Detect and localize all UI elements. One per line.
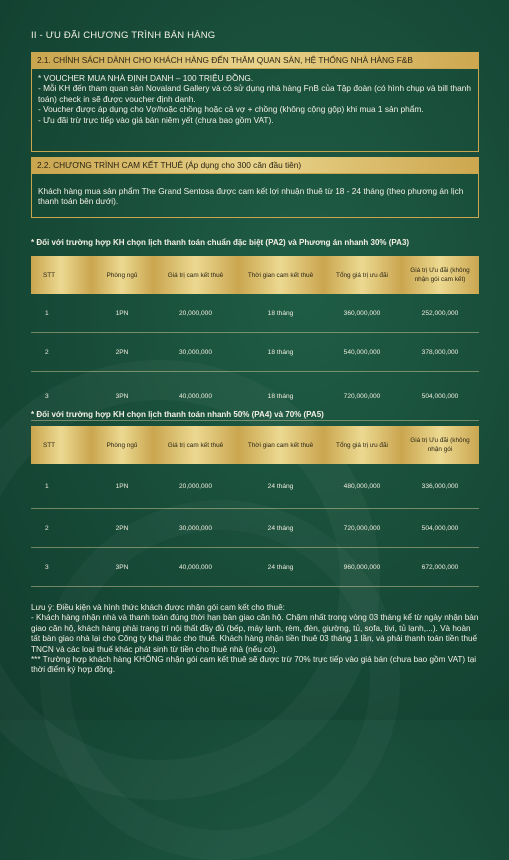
table-cell: 3 bbox=[31, 548, 91, 587]
column-header: STT bbox=[31, 426, 91, 464]
note-line: Lưu ý: Điều kiện và hình thức khách được nhận gói cam kết cho thuê: bbox=[31, 603, 285, 612]
policy-line: - Ưu đãi trừ trực tiếp vào giá bán niêm yết (chưa bao gồm VAT). bbox=[38, 114, 274, 125]
column-header: Phòng ngủ bbox=[91, 426, 153, 464]
table-cell: 24 tháng bbox=[238, 548, 323, 587]
table-cell: 1PN bbox=[91, 294, 153, 333]
table-cell: 2PN bbox=[91, 509, 153, 548]
table-cell: 20,000,000 bbox=[153, 294, 238, 333]
table-cell: 20,000,000 bbox=[153, 464, 238, 509]
column-header: Giá trị cam kết thuê bbox=[153, 426, 238, 464]
table-cell: 336,000,000 bbox=[401, 464, 479, 509]
note-line: - Khách hàng nhận nhà và thanh toán đúng thời hạn bàn giao căn hộ. Chậm nhất trong vòng 03 tháng kể từ ngày nhận bàn giao căn hộ, khách hàng phải trang trí nội thất đầy đủ (bếp, máy lạnh, rèm, đèn, giường, tủ, sofa, tivi, tủ lạnh,...). Và hoàn tất bàn giao nhà lại cho Công ty khai thác cho thuê. Khách hàng nhận tiền thuê 03 tháng 1 lần, và phải thanh toán tiền thuế TNCN và các loại thuế khác phát sinh từ tiền cho thuê nhà (nếu có). bbox=[31, 613, 479, 654]
note-line: *** Trường hợp khách hàng KHÔNG nhận gói cam kết thuê sẽ được trừ 70% trực tiếp vào giá bán (chưa bao gồm VAT) tại thời điểm ký hợp đồng. bbox=[31, 655, 477, 675]
table-cell: 378,000,000 bbox=[401, 333, 479, 372]
table-cell: 504,000,000 bbox=[401, 509, 479, 548]
table-cell: 24 tháng bbox=[238, 464, 323, 509]
table-cell: 3 bbox=[31, 372, 91, 421]
policy-line: * VOUCHER MUA NHÀ ĐỊNH DANH – 100 TRIỆU ĐỒNG. bbox=[38, 73, 254, 83]
table-caption-pa4-pa5: * Đối với trường hợp KH chọn lịch thanh toán nhanh 50% (PA4) và 70% (PA5) bbox=[31, 410, 324, 419]
notes-block bbox=[31, 603, 481, 676]
table-row bbox=[31, 464, 479, 509]
table-header-row bbox=[31, 256, 479, 294]
column-header: Giá trị cam kết thuê bbox=[153, 256, 238, 294]
table-cell: 720,000,000 bbox=[323, 372, 401, 421]
table-cell: 18 tháng bbox=[238, 294, 323, 333]
table-cell: 540,000,000 bbox=[323, 333, 401, 372]
pricing-table-pa2-pa3 bbox=[31, 256, 479, 421]
table-cell: 30,000,000 bbox=[153, 509, 238, 548]
column-header: Tổng giá trị ưu đãi bbox=[323, 256, 401, 294]
table-cell: 24 tháng bbox=[238, 509, 323, 548]
rental-commitment-text: Khách hàng mua sản phẩm The Grand Sentosa được cam kết lợi nhuận thuê từ 18 - 24 tháng (theo phương án lịch thanh toán bên dưới). bbox=[38, 186, 464, 207]
table-row bbox=[31, 333, 479, 372]
table-cell: 1 bbox=[31, 294, 91, 333]
policy-line: - Voucher được áp dụng cho Vợ/hoặc chồng hoặc cả vợ + chồng (không cộng gộp) khi mua 1 sản phẩm. bbox=[38, 104, 424, 115]
section-body-visit-policy bbox=[31, 68, 479, 152]
table-cell: 1PN bbox=[91, 464, 153, 509]
table-cell: 2 bbox=[31, 333, 91, 372]
section-header-rental-commitment: 2.2. CHƯƠNG TRÌNH CAM KẾT THUÊ (Áp dụng cho 300 căn đầu tiên) bbox=[31, 157, 479, 173]
table-cell: 40,000,000 bbox=[153, 372, 238, 421]
table-cell: 252,000,000 bbox=[401, 294, 479, 333]
table-cell: 960,000,000 bbox=[323, 548, 401, 587]
column-header: Giá trị Ưu đãi (không nhận gói bbox=[401, 426, 479, 464]
table-cell: 1 bbox=[31, 464, 91, 509]
column-header: Thời gian cam kết thuê bbox=[238, 256, 323, 294]
table-cell: 18 tháng bbox=[238, 333, 323, 372]
table-row bbox=[31, 294, 479, 333]
page-title: II - ƯU ĐÃI CHƯƠNG TRÌNH BÁN HÀNG bbox=[31, 30, 216, 41]
table-cell: 480,000,000 bbox=[323, 464, 401, 509]
column-header: Tổng giá trị ưu đãi bbox=[323, 426, 401, 464]
column-header: Giá trị Ưu đãi (không nhận gói cam kết) bbox=[401, 256, 479, 294]
table-row bbox=[31, 548, 479, 587]
table-cell: 40,000,000 bbox=[153, 548, 238, 587]
table-cell: 672,000,000 bbox=[401, 548, 479, 587]
table-cell: 2 bbox=[31, 509, 91, 548]
section-header-visit-policy: 2.1. CHÍNH SÁCH DÀNH CHO KHÁCH HÀNG ĐẾN THĂM QUAN SÀN, HỆ THỐNG NHÀ HÀNG F&B bbox=[31, 52, 479, 68]
column-header: Thời gian cam kết thuê bbox=[238, 426, 323, 464]
table-cell: 504,000,000 bbox=[401, 372, 479, 421]
table-cell: 30,000,000 bbox=[153, 333, 238, 372]
column-header: Phòng ngủ bbox=[91, 256, 153, 294]
table-row bbox=[31, 509, 479, 548]
table-caption-pa2-pa3: * Đối với trường hợp KH chọn lịch thanh toán chuẩn đặc biệt (PA2) và Phương án nhanh 30% (PA3) bbox=[31, 238, 410, 247]
table-header-row bbox=[31, 426, 479, 464]
table-cell: 2PN bbox=[91, 333, 153, 372]
section-body-rental-commitment bbox=[31, 173, 479, 218]
table-cell: 720,000,000 bbox=[323, 509, 401, 548]
policy-line: - Mỗi KH đến tham quan sàn Novaland Gallery và có sử dụng nhà hàng FnB của Tập đoàn (có hình chụp và bill thanh toán) check in sẽ được voucher định danh. bbox=[38, 83, 471, 104]
table-cell: 3PN bbox=[91, 372, 153, 421]
table-cell: 3PN bbox=[91, 548, 153, 587]
table-cell: 360,000,000 bbox=[323, 294, 401, 333]
table-cell: 18 tháng bbox=[238, 372, 323, 421]
column-header: STT bbox=[31, 256, 91, 294]
pricing-table-pa4-pa5 bbox=[31, 426, 479, 587]
